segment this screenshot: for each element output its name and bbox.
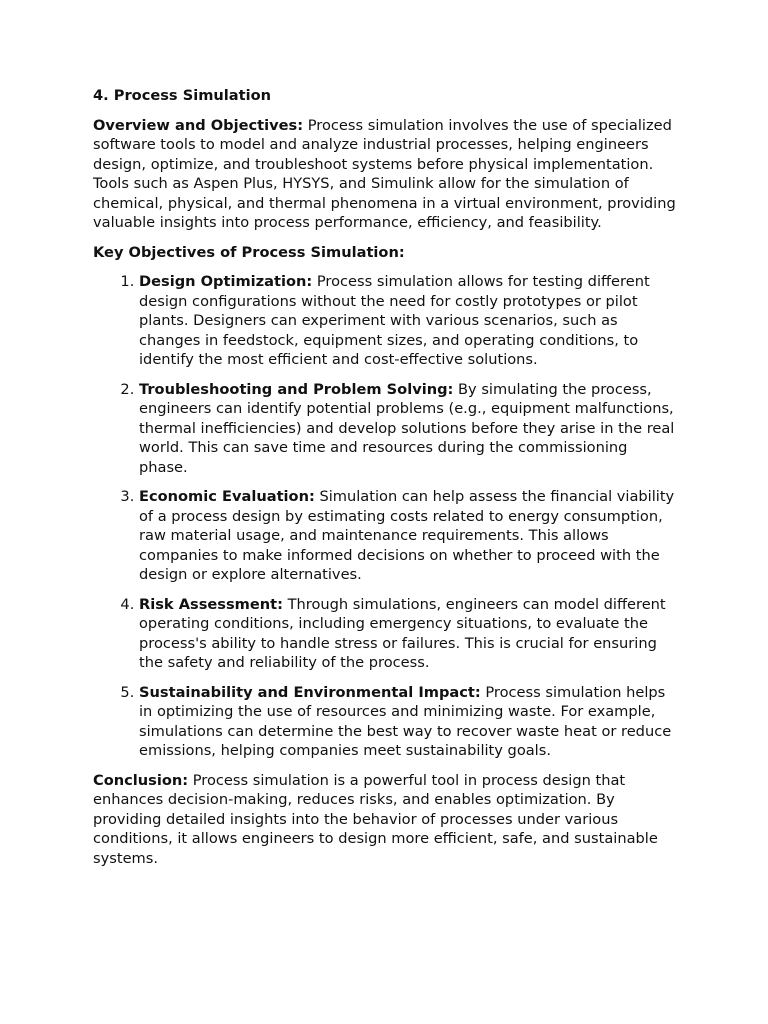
- conclusion-text: Process simulation is a powerful tool in process design that enhances decision-making, reduces risks, and enables optimization. By providing detailed insights into the behavior of processes under various conditions, it allows engineers to design more efficient, safe, and sustainable systems.: [93, 771, 658, 867]
- document-body: [93, 86, 678, 868]
- objective-item-troubleshooting: [139, 380, 678, 478]
- objective-label: Troubleshooting and Problem Solving:: [139, 380, 454, 398]
- overview-text: Process simulation involves the use of specialized software tools to model and analyze industrial processes, helping engineers design, optimize, and troubleshoot systems before physical implementation. Tools such as Aspen Plus, HYSYS, and Simulink allow for the simulation of chemical, physical, and thermal phenomena in a virtual environment, providing valuable insights into process performance, efficiency, and feasibility.: [93, 116, 676, 231]
- key-objectives-heading-text: Key Objectives of Process Simulation:: [93, 243, 405, 261]
- overview-paragraph: [93, 116, 678, 233]
- conclusion-label: Conclusion:: [93, 771, 189, 789]
- objective-text: Process simulation helps in optimizing the use of resources and minimizing waste. For example, simulations can determine the best way to recover waste heat or reduce emissions, helping companies meet sustainability goals.: [139, 683, 672, 759]
- objective-text: Through simulations, engineers can model different operating conditions, including emergency situations, to evaluate the process's ability to handle stress or failures. This is crucial for ensuring the safety and reliability of the process.: [139, 595, 666, 671]
- objective-label: Risk Assessment:: [139, 595, 283, 613]
- objectives-list: [93, 272, 678, 761]
- objective-item-design-optimization: [139, 272, 678, 370]
- objective-text: By simulating the process, engineers can identify potential problems (e.g., equipment malfunctions, thermal inefficiencies) and develop solutions before they arise in the real world. This can save time and resources during the commissioning phase.: [139, 380, 675, 476]
- section-title: 4. Process Simulation: [93, 87, 272, 104]
- objective-item-risk-assessment: [139, 595, 678, 673]
- objective-item-sustainability: [139, 683, 678, 761]
- conclusion-paragraph: [93, 771, 678, 869]
- key-objectives-heading: [93, 243, 678, 263]
- objective-text: Process simulation allows for testing different design configurations without the need for costly prototypes or pilot plants. Designers can experiment with various scenarios, such as changes in feedstock, equipment sizes, and operating conditions, to identify the most efficient and cost-effective solutions.: [139, 273, 650, 368]
- objective-label: Design Optimization:: [139, 273, 313, 290]
- overview-label: Overview and Objectives:: [93, 116, 304, 134]
- objective-item-economic-evaluation: [139, 487, 678, 585]
- objective-label: Economic Evaluation:: [139, 488, 315, 505]
- objective-text: Simulation can help assess the financial viability of a process design by estimating costs related to energy consumption, raw material usage, and maintenance requirements. This allows companies to make informed decisions on whether to proceed with the design or explore alternatives.: [139, 488, 675, 583]
- objective-label: Sustainability and Environmental Impact:: [139, 683, 481, 701]
